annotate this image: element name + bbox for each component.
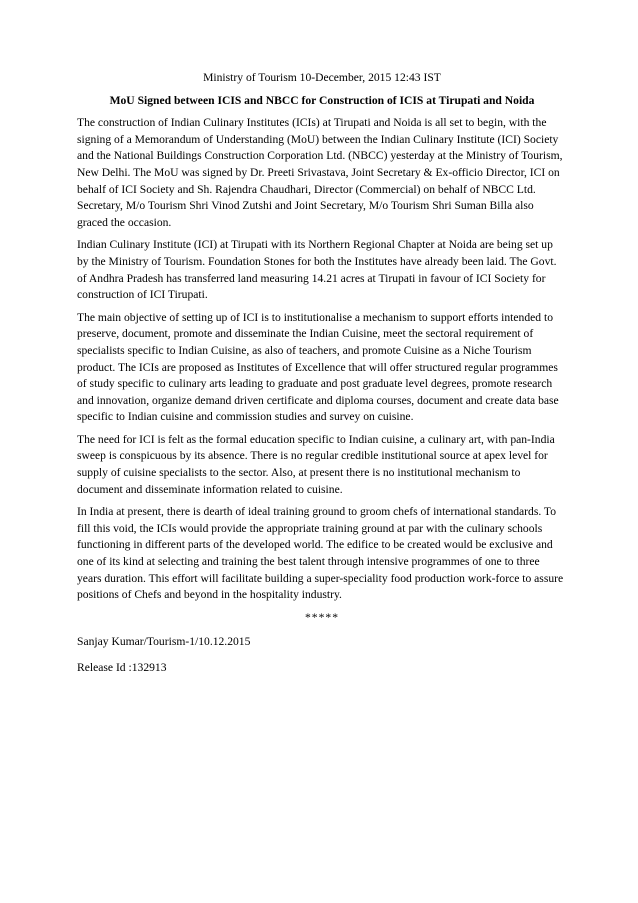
signature: Sanjay Kumar/Tourism-1/10.12.2015: [77, 635, 251, 649]
separator: *****: [305, 610, 339, 624]
paragraph-2: Indian Culinary Institute (ICI) at Tirupati with its Northern Regional Chapter at Noida are being set up by the Ministry of Tourism. Foundation Stones for both the Institutes have already been laid. The Govt. of Andhra Pradesh has transferred land measuring 14.21 acres at Tirupati in favour of ICI Society for construction of ICI Tirupati.: [77, 238, 557, 302]
release-id: Release Id :132913: [77, 661, 167, 674]
paragraph-1: The construction of Indian Culinary Institutes (ICIs) at Tirupati and Noida is all set to begin, with the signing of a Memorandum of Understanding (MoU) between the Indian Culinary Institute (ICI) Society and the National Buildings Construction Corporation Ltd. (NBCC) yesterday at the Ministry of Tourism, New Delhi. The MoU was signed by Dr. Preeti Srivastava, Joint Secretary & Ex-officio Director, ICI on behalf of ICI Society and Sh. Rajendra Chaudhari, Director (Commercial) on behalf of NBCC Ltd. Secretary, M/o Tourism Shri Vinod Zutshi and Joint Secretary, M/o Tourism Shri Suman Billa also graced the occasion.: [77, 116, 563, 229]
paragraph-4: The need for ICI is felt as the formal education specific to Indian cuisine, a culinary art, with pan-India sweep is conspicuous by its absence. There is no regular credible institutional source at apex level for supply of cuisine specialists to the sector. Also, at present there is no institutional mechanism to document and disseminate information related to cuisine.: [77, 432, 555, 496]
document-title: MoU Signed between ICIS and NBCC for Construction of ICIS at Tirupati and Noida: [109, 93, 535, 107]
document-page: [77, 70, 567, 686]
paragraph-3: The main objective of setting up of ICI is to institutionalise a mechanism to support efforts intended to preserve, document, promote and disseminate the Indian Cuisine, meet the sectoral requirement of specialists specific to Indian Cuisine, as also of teachers, and promote Cuisine as a Niche Tourism product. The ICIs are proposed as Institutes of Excellence that will offer structured regular programmes of study specific to culinary arts leading to graduate and post graduate level degrees, promote research and innovation, organize demand driven certificate and diploma courses, document and create data base specific to Indian cuisine and commission studies and survey on cuisine.: [77, 310, 559, 424]
paragraph-5: In India at present, there is dearth of ideal training ground to groom chefs of international standards. To fill this void, the ICIs would provide the appropriate training ground at par with the culinary schools functioning in different parts of the developed world. The edifice to be created would be exclusive and one of its kind at selecting and training the best talent through intensive programmes of one to three years duration. This effort will facilitate building a super-speciality food production work-force to assure positions of Chefs and beyond in the hospitality industry.: [77, 505, 564, 602]
dateline: Ministry of Tourism 10-December, 2015 12:43 IST: [203, 71, 441, 84]
